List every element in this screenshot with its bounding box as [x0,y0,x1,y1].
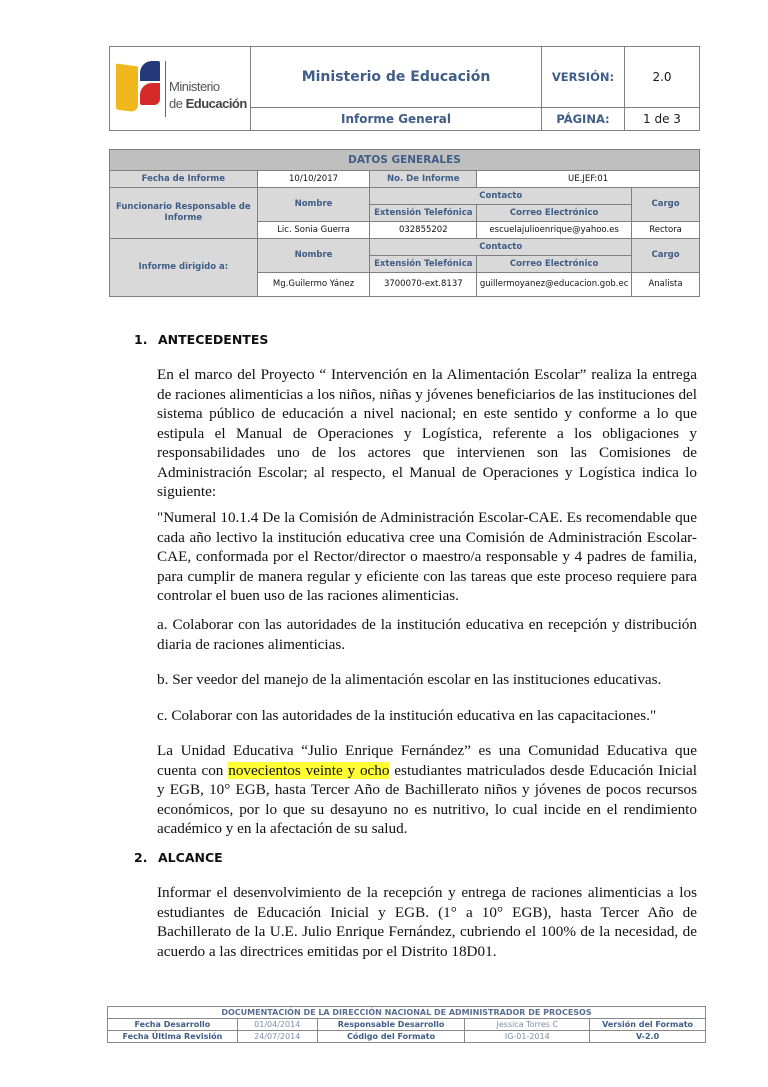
responsable-cargo-label: Cargo [632,188,700,222]
dirigido-extension: 3700070-ext.8137 [370,273,477,297]
footer-fecha-revision-value: 24/07/2014 [237,1031,317,1043]
footer-fecha-desarrollo-value: 01/04/2014 [237,1019,317,1031]
dirigido-correo-label: Correo Electrónico [477,256,632,273]
dirigido-correo: guillermoyanez@educacion.gob.ec [477,273,632,297]
section-number: 2. [134,850,148,865]
antecedentes-item-b: b. Ser veedor del manejo de la alimentación escolar en las instituciones educativas. [157,671,662,688]
logo-text-line1: Ministerio [169,78,220,94]
antecedentes-paragraph-2: "Numeral 10.1.4 De la Comisión de Administración Escolar-CAE. Es recomendable que cada año lectivo la institución educativa cree una Comisión de Administración Escolar-CAE, conformada por el Rector/director o maestro/a responsable y 4 padres de familia, para cumplir de manera regular y eficiente con las tareas que este proceso requiere para controlar el buen uso de las raciones alimenticias. [157,509,697,604]
numero-value: UE.JEF:01 [477,171,700,188]
responsable-extension-label: Extensión Telefónica [370,205,477,222]
responsable-extension: 032855202 [370,222,477,239]
responsable-contacto-label: Contacto [370,188,632,205]
document-footer [107,1006,706,1043]
alcance-paragraph-1: Informar el desenvolvimiento de la recepción y entrega de raciones alimenticias a los estudiantes de Educación Inicial y EGB. (1° a 10° EGB), hasta Tercer Año de Bachillerato de la U.E. Julio Enrique Fernández, cubriendo el 100% de la necesidad, de acuerdo a las directrices emitidas por el Distrito 18D01. [157,884,697,960]
responsable-nombre-label: Nombre [257,188,370,222]
responsable-correo: escuelajulioenrique@yahoo.es [477,222,632,239]
datos-generales-title: DATOS GENERALES [110,150,700,171]
page-label: PÁGINA: [542,108,625,131]
section-title: ANTECEDENTES [158,332,269,347]
responsable-cargo: Rectora [632,222,700,239]
footer-version-value: V-2.0 [590,1031,706,1043]
dirigido-extension-label: Extensión Telefónica [370,256,477,273]
section-number: 1. [134,332,148,347]
dirigido-contacto-label: Contacto [370,239,632,256]
dirigido-nombre: Mg.Guilermo Yánez [257,273,370,297]
logo-book-blue-icon [140,61,160,81]
highlighted-student-count: novecientos veinte y ocho [228,761,390,779]
fecha-label: Fecha de Informe [110,171,258,188]
ministerio-logo [110,49,248,129]
version-label: VERSIÓN: [542,47,625,108]
header-subtitle: Informe General [251,108,542,131]
logo-divider [165,61,166,117]
antecedentes-paragraph-1: En el marco del Proyecto “ Intervención en la Alimentación Escolar” realiza la entrega de raciones alimenticias a los niños, niñas y jóvenes beneficiarios de las instituciones del sistema público de educación a nivel nacional; en este sentido y conforme a lo que estipula el Manual de Operaciones y Logística, referente a los obligaciones y responsabilidades uno de los actores que intervienen son las Comisiones de Administración Escolar; al respecto, el Manual de Operaciones y Logística indica lo siguiente: [157,366,697,500]
version-value: 2.0 [625,47,700,108]
footer-fecha-revision-label: Fecha Última Revisión [108,1031,238,1043]
p3-text-before: La Unidad Educativa “Julio Enrique Fernández” es una Comunidad Educativa que cuenta con [157,742,697,779]
responsable-label: Funcionario Responsable de Informe [110,188,258,239]
page-value: 1 de 3 [625,108,700,131]
footer-title: DOCUMENTACIÓN DE LA DIRECCIÓN NACIONAL DE ADMINISTRADOR DE PROCESOS [108,1007,706,1019]
footer-fecha-desarrollo-label: Fecha Desarrollo [108,1019,238,1031]
logo-text-line2 [169,96,247,111]
logo-text-bold: Educación [185,95,247,111]
antecedentes-item-a: a. Colaborar con las autoridades de la institución educativa en recepción y distribución diaria de raciones alimenticias. [157,616,697,653]
logo-book-yellow-icon [116,63,138,112]
antecedentes-paragraph-3 [157,741,697,839]
antecedentes-item-c: c. Colaborar con las autoridades de la institución educativa en las capacitaciones." [157,707,657,724]
responsable-nombre: Lic. Sonia Guerra [257,222,370,239]
logo-book-red-icon [140,83,160,105]
document-header [109,46,700,131]
footer-codigo-label: Código del Formato [317,1031,465,1043]
responsable-correo-label: Correo Electrónico [477,205,632,222]
dirigido-nombre-label: Nombre [257,239,370,273]
p3-text-after: estudiantes matriculados desde Educación Inicial y EGB, 10° EGB, hasta Tercer Año de Bachillerato niños y jóvenes de pocos recursos económicos, por lo que su desayuno no es nutritivo, lo cual incide en el rendimiento académico y en la afectación de su salud. [157,761,697,837]
logo-text-prefix: de [169,95,186,111]
section-title: ALCANCE [158,850,223,865]
dirigido-cargo-label: Cargo [632,239,700,273]
dirigido-cargo: Analista [632,273,700,297]
footer-responsable-label: Responsable Desarrollo [317,1019,465,1031]
logo-cell [110,47,251,131]
datos-generales-table [109,149,700,297]
footer-version-formato-label: Versión del Formato [590,1019,706,1031]
fecha-value: 10/10/2017 [257,171,370,188]
footer-codigo-value: IG-01-2014 [465,1031,590,1043]
numero-label: No. De Informe [370,171,477,188]
section-alcance-heading [134,850,223,865]
section-antecedentes-heading [134,332,268,347]
footer-responsable-value: Jessica Torres C [465,1019,590,1031]
header-title: Ministerio de Educación [251,47,542,108]
dirigido-label: Informe dirigido a: [110,239,258,297]
